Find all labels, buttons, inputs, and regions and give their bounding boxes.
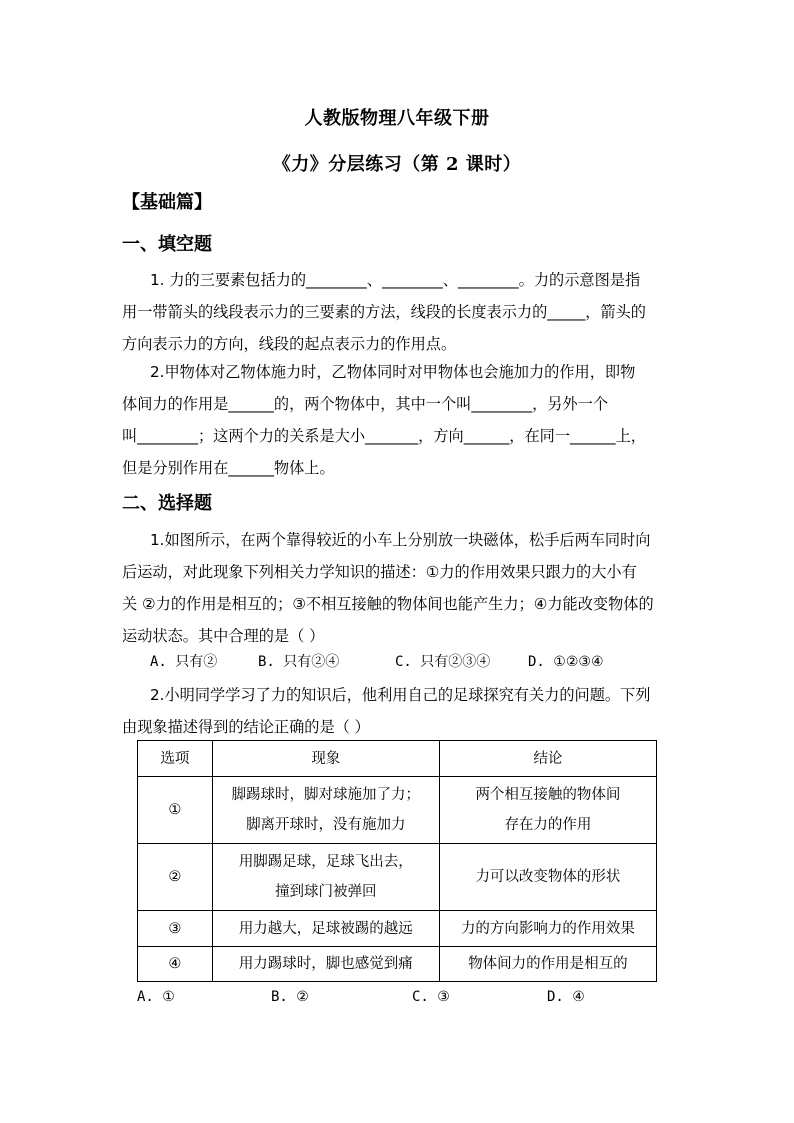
section-fill-heading: 一、填空题 — [122, 234, 212, 255]
option-c[interactable]: C. ③ — [412, 989, 450, 1005]
table-header-cell: 结论 — [439, 741, 656, 777]
option-b[interactable]: B. 只有②④ — [258, 654, 340, 670]
table-row — [138, 777, 657, 844]
conclusion-cell — [439, 947, 656, 982]
question-line: 叫________；这两个力的关系是大小_______，方向______，在同一______上， — [122, 427, 646, 445]
phenomenon-cell — [212, 911, 439, 947]
option-d[interactable]: D. ①②③④ — [528, 654, 604, 670]
question-line: 方向表示力的方向，线段的起点表示力的作用点。 — [122, 335, 457, 353]
cell-line: 物体间力的作用是相互的 — [468, 956, 628, 972]
section-choice-heading: 二、选择题 — [122, 493, 212, 514]
cell-line: 撞到球门被弹回 — [275, 884, 377, 900]
conclusion-cell — [439, 911, 656, 947]
option-cell: ② — [138, 844, 213, 911]
section-basic-heading: 【基础篇】 — [122, 192, 212, 213]
question-line: 1.如图所示，在两个靠得较近的小车上分别放一块磁体，松手后两车同时向 — [150, 531, 651, 549]
cell-line: 用脚踢足球，足球飞出去， — [238, 854, 413, 870]
phenomenon-cell — [212, 947, 439, 982]
fill-question-2 — [122, 356, 678, 484]
choice-question-1-options — [150, 649, 604, 675]
question-line: 后运动，对此现象下列相关力学知识的描述：①力的作用效果只跟力的大小有 — [122, 563, 637, 581]
option-c[interactable]: C. 只有②③④ — [395, 654, 491, 670]
question-line: 运动状态。其中合理的是（ ） — [122, 627, 325, 645]
cell-line: 力可以改变物体的形状 — [475, 869, 621, 885]
cell-line: 脚踢球时，脚对球施加了力； — [231, 787, 421, 803]
option-cell: ④ — [138, 947, 213, 982]
cell-line: 脚离开球时，没有施加力 — [246, 817, 406, 833]
option-a[interactable]: A. 只有② — [150, 654, 218, 670]
table-header-cell: 选项 — [138, 741, 213, 777]
choice-question-2 — [122, 679, 678, 743]
conclusion-cell — [439, 777, 656, 844]
question-line: 1. 力的三要素包括力的________、________、________。力的示意图是指 — [150, 271, 641, 289]
conclusion-cell — [439, 844, 656, 911]
option-d[interactable]: D. ④ — [547, 989, 585, 1005]
option-b[interactable]: B. ② — [271, 989, 309, 1005]
phenomenon-cell — [212, 844, 439, 911]
table-header-cell: 现象 — [212, 741, 439, 777]
cell-line: 力的方向影响力的作用效果 — [460, 920, 635, 937]
table-header-row — [138, 741, 657, 777]
cell-line: 两个相互接触的物体间 — [475, 787, 621, 803]
table-row — [138, 911, 657, 947]
question-line: 由现象描述得到的结论正确的是（ ） — [122, 718, 370, 736]
option-a[interactable]: A. ① — [137, 989, 175, 1005]
cell-line: 存在力的作用 — [504, 817, 592, 833]
document-title: 人教版物理八年级下册 — [304, 108, 490, 129]
phenomenon-conclusion-table — [137, 740, 657, 982]
phenomenon-cell — [212, 777, 439, 844]
option-cell: ① — [138, 777, 213, 844]
question-line: 关 ②力的作用是相互的；③不相互接触的物体间也能产生力；④力能改变物体的 — [122, 595, 654, 613]
document-subtitle: 《力》分层练习（第 2 课时） — [272, 154, 522, 175]
question-line: 2.甲物体对乙物体施力时，乙物体同时对甲物体也会施加力的作用，即物 — [150, 363, 636, 381]
table-row — [138, 844, 657, 911]
question-line: 体间力的作用是______的，两个物体中，其中一个叫________，另外一个 — [122, 395, 608, 413]
fill-question-1 — [122, 264, 678, 360]
table-row — [138, 947, 657, 982]
question-line: 用一带箭头的线段表示力的三要素的方法，线段的长度表示力的_____，箭头的 — [122, 303, 646, 321]
question-line: 但是分别作用在______物体上。 — [122, 459, 335, 477]
option-cell: ③ — [138, 911, 213, 947]
choice-question-1 — [122, 524, 678, 652]
cell-line: 用力踢球时，脚也感觉到痛 — [238, 956, 413, 972]
cell-line: 用力越大，足球被踢的越远 — [238, 920, 413, 937]
question-line: 2.小明同学学习了力的知识后，他利用自己的足球探究有关力的问题。下列 — [150, 686, 651, 704]
